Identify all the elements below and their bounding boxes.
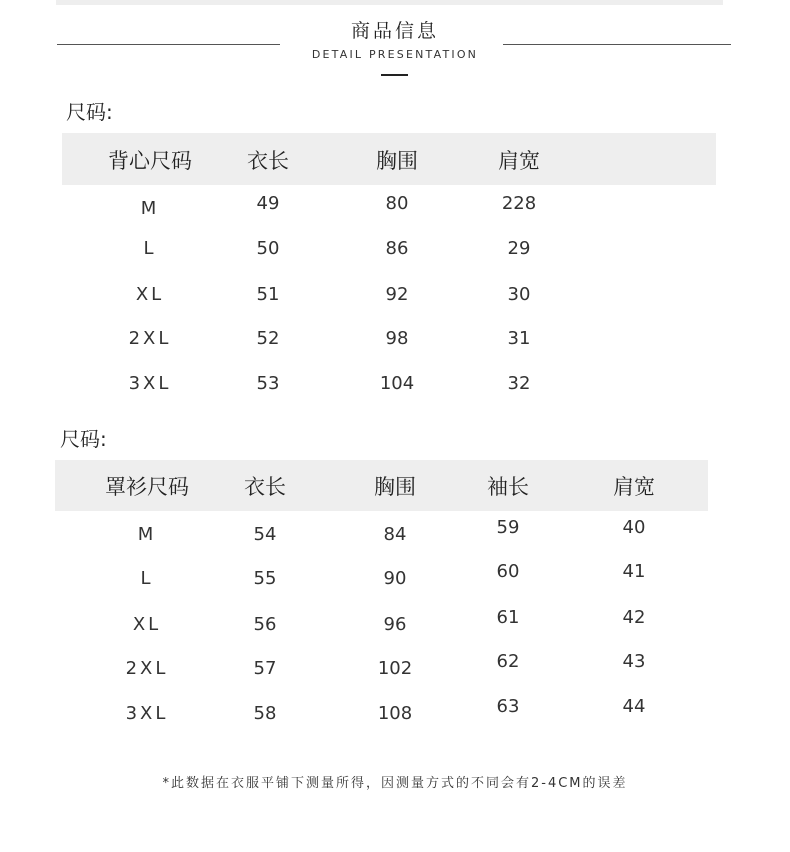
vest-value-cell: 92 bbox=[385, 284, 409, 305]
title-underline bbox=[381, 74, 408, 76]
vest-header-cell: 胸围 bbox=[376, 149, 418, 173]
header-rule-right bbox=[503, 44, 731, 45]
blouse-value-cell: 59 bbox=[496, 517, 520, 538]
blouse-header-cell: 罩衫尺码 bbox=[105, 475, 189, 499]
blouse-value-cell: 84 bbox=[383, 524, 407, 545]
blouse-value-cell: 41 bbox=[622, 561, 646, 582]
blouse-size-label: 尺码: bbox=[60, 427, 107, 451]
blouse-value-cell: 54 bbox=[253, 524, 277, 545]
blouse-value-cell: 56 bbox=[253, 614, 277, 635]
vest-value-cell: 30 bbox=[507, 284, 531, 305]
header-rule-left bbox=[57, 44, 280, 45]
blouse-value-cell: 61 bbox=[496, 607, 520, 628]
blouse-value-cell: 57 bbox=[253, 658, 277, 679]
blouse-value-cell: 58 bbox=[253, 703, 277, 724]
blouse-size-cell: XL bbox=[132, 614, 162, 635]
vest-size-cell: M bbox=[140, 198, 160, 219]
measurement-footnote: *此数据在衣服平铺下测量所得，因测量方式的不同会有2-4CM的误差 bbox=[162, 776, 628, 791]
blouse-value-cell: 43 bbox=[622, 651, 646, 672]
blouse-size-cell: 3XL bbox=[125, 703, 169, 724]
vest-value-cell: 80 bbox=[385, 193, 409, 214]
blouse-value-cell: 90 bbox=[383, 568, 407, 589]
page-subtitle: DETAIL PRESENTATION bbox=[311, 48, 479, 61]
vest-value-cell: 98 bbox=[385, 328, 409, 349]
blouse-value-cell: 63 bbox=[496, 696, 520, 717]
blouse-value-cell: 40 bbox=[622, 517, 646, 538]
blouse-value-cell: 96 bbox=[383, 614, 407, 635]
vest-size-cell: 2XL bbox=[128, 328, 172, 349]
vest-value-cell: 228 bbox=[501, 193, 537, 214]
blouse-size-cell: 2XL bbox=[125, 658, 169, 679]
blouse-header-cell: 衣长 bbox=[244, 475, 286, 499]
vest-size-cell: XL bbox=[135, 284, 165, 305]
vest-size-cell: 3XL bbox=[128, 373, 172, 394]
vest-value-cell: 104 bbox=[379, 373, 415, 394]
blouse-value-cell: 44 bbox=[622, 696, 646, 717]
vest-size-cell: L bbox=[143, 238, 157, 259]
blouse-value-cell: 102 bbox=[377, 658, 413, 679]
vest-header-cell: 肩宽 bbox=[498, 149, 540, 173]
blouse-value-cell: 108 bbox=[377, 703, 413, 724]
blouse-size-cell: L bbox=[140, 568, 154, 589]
vest-header-cell: 衣长 bbox=[247, 149, 289, 173]
top-band bbox=[56, 0, 723, 5]
blouse-value-cell: 60 bbox=[496, 561, 520, 582]
blouse-value-cell: 62 bbox=[496, 651, 520, 672]
blouse-header-cell: 肩宽 bbox=[613, 475, 655, 499]
vest-size-label: 尺码: bbox=[66, 100, 113, 124]
blouse-header-cell: 袖长 bbox=[487, 475, 529, 499]
vest-value-cell: 86 bbox=[385, 238, 409, 259]
vest-value-cell: 53 bbox=[256, 373, 280, 394]
vest-value-cell: 49 bbox=[256, 193, 280, 214]
vest-value-cell: 52 bbox=[256, 328, 280, 349]
blouse-value-cell: 42 bbox=[622, 607, 646, 628]
blouse-header-cell: 胸围 bbox=[374, 475, 416, 499]
vest-value-cell: 50 bbox=[256, 238, 280, 259]
page-title: 商品信息 bbox=[350, 20, 439, 42]
blouse-size-cell: M bbox=[137, 524, 157, 545]
blouse-value-cell: 55 bbox=[253, 568, 277, 589]
vest-value-cell: 51 bbox=[256, 284, 280, 305]
vest-value-cell: 32 bbox=[507, 373, 531, 394]
vest-value-cell: 29 bbox=[507, 238, 531, 259]
vest-value-cell: 31 bbox=[507, 328, 531, 349]
vest-header-cell: 背心尺码 bbox=[108, 149, 192, 173]
